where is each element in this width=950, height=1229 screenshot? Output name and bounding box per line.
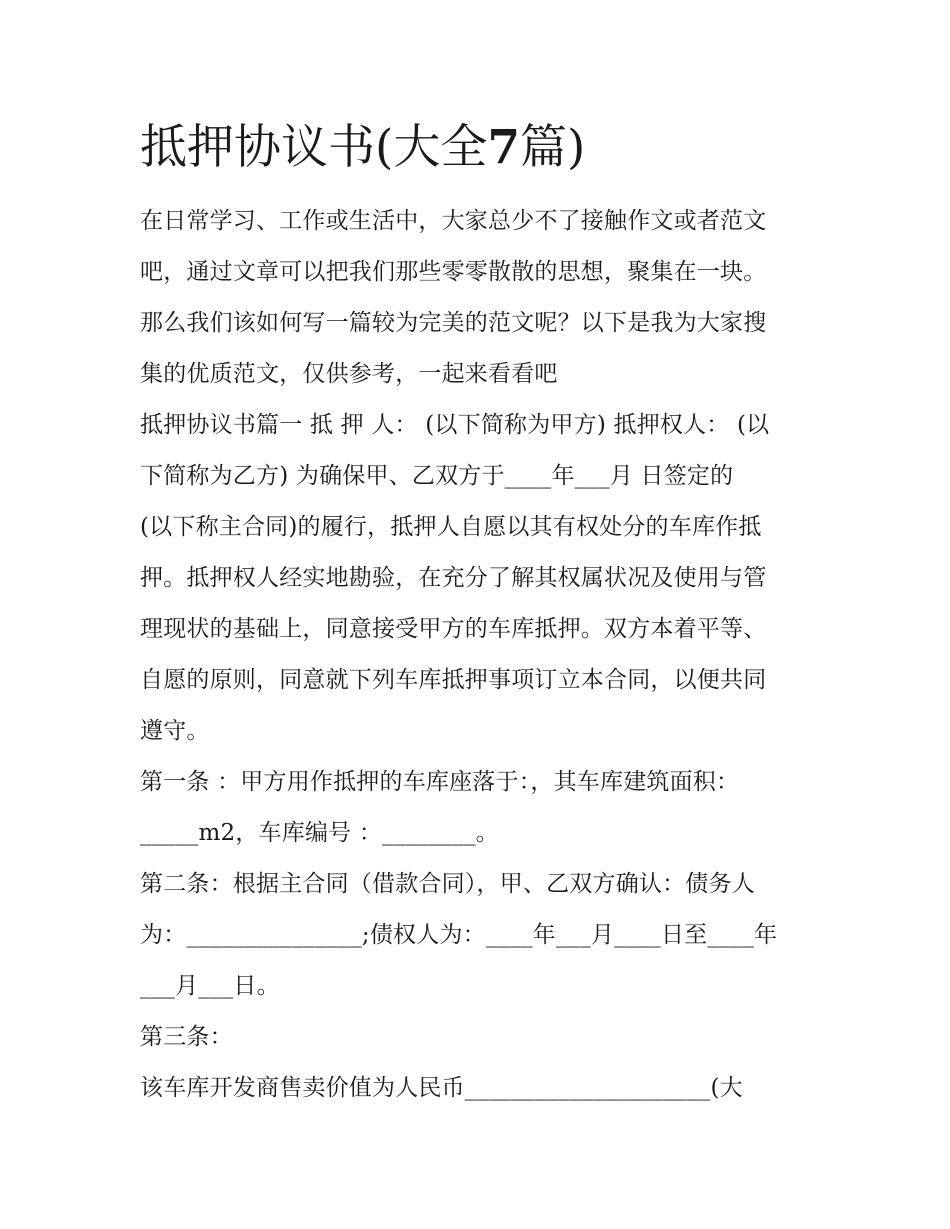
body-line: 自愿的原则，同意就下列车库抵押事项订立本合同，以便共同 — [140, 667, 767, 693]
title-main: 抵押协议书(大全 — [140, 120, 488, 175]
body-line: 第三条： — [140, 1024, 233, 1050]
body-line: ___月___日。 — [140, 973, 280, 999]
body-line: 为：_______________;债权人为：____年___月____日至____年 — [140, 922, 778, 948]
body-line: 那么我们该如何写一篇较为完美的范文呢？以下是我为大家搜 — [140, 310, 767, 336]
document-body — [140, 196, 820, 1114]
document-title — [140, 118, 585, 178]
body-line: 集的优质范文，仅供参考，一起来看看吧 — [140, 361, 558, 387]
body-line: 理现状的基础上，同意接受甲方的车库抵押。双方本着平等、 — [140, 616, 767, 642]
body-line: 遵守。 — [140, 718, 210, 744]
body-line: (以下称主合同)的履行，抵押人自愿以其有权处分的车库作抵 — [140, 514, 762, 540]
body-line: 押。抵押权人经实地勘验，在充分了解其权属状况及使用与管 — [140, 565, 767, 591]
body-line: 吧，通过文章可以把我们那些零零散散的思想，聚集在一块。 — [140, 259, 767, 285]
body-line: 第一条 ：甲方用作抵押的车库座落于：，其车库建筑面积： — [140, 769, 740, 795]
body-line: _____m2，车库编号 ：________。 — [140, 820, 499, 846]
body-line: 该车库开发商售卖价值为人民币_____________________(大 — [140, 1075, 743, 1101]
title-end: 篇) — [520, 120, 586, 175]
body-line: 抵押协议书篇一 抵 押 人： (以下简称为甲方) 抵押权人： (以 — [140, 412, 770, 438]
body-line: 在日常学习、工作或生活中，大家总少不了接触作文或者范文 — [140, 208, 767, 234]
title-number: 7 — [487, 120, 521, 175]
body-line: 下简称为乙方) 为确保甲、乙双方于____年___月 日签定的 — [140, 463, 734, 489]
body-line: 第二条：根据主合同（借款合同），甲、乙双方确认：债务人 — [140, 871, 755, 897]
